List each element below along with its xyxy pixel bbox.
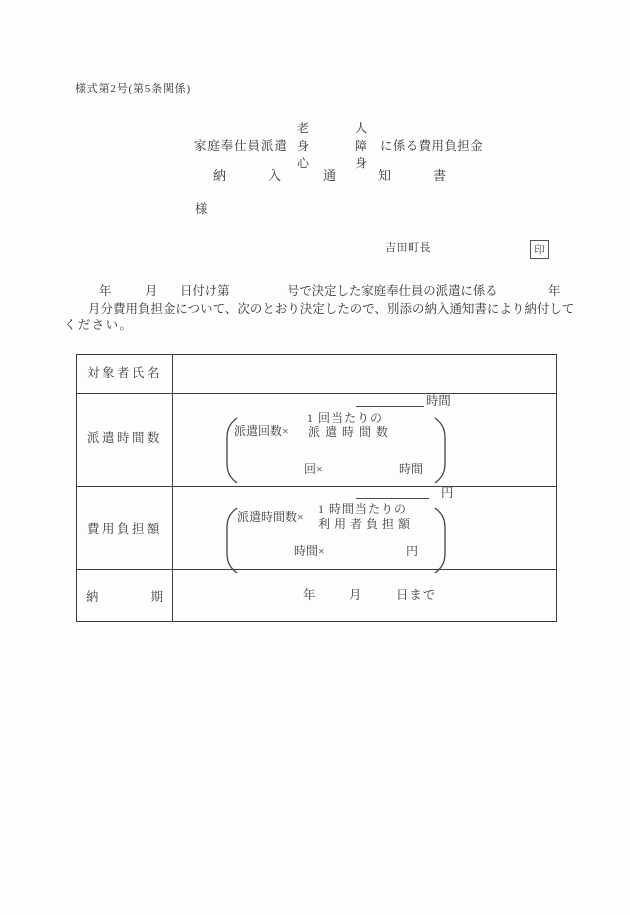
title-option-elderly-1: 老 — [297, 121, 310, 135]
document-title: 納入通知書 — [213, 168, 489, 183]
notice-table — [76, 354, 557, 622]
body-line1-year: 年 — [99, 284, 112, 298]
cost-formula-fill-right: 円 — [406, 544, 419, 558]
due-day: 日まで — [396, 588, 437, 602]
label-cost-amount: 費用負担額 — [87, 522, 162, 536]
hours-formula-fill-right: 時間 — [399, 462, 424, 476]
title-option-mental-2: 身 — [355, 156, 368, 170]
seal-mark — [530, 240, 549, 259]
hours-formula-numerator2: 派 遣 時 間 数 — [308, 425, 390, 439]
label-due-first: 納 — [86, 590, 99, 604]
cost-formula-multiplier: 派遣時間数× — [237, 510, 304, 524]
due-year: 年 — [303, 588, 316, 602]
body-line1-decision: 号で決定した家庭奉仕員の派遣に係る — [287, 284, 498, 298]
cost-total-blank-line — [356, 498, 429, 499]
column-divider — [172, 355, 173, 621]
seal-character: 印 — [534, 245, 545, 256]
hours-formula-fill-left: 回× — [304, 462, 323, 476]
body-line1-dated-no: 日付け第 — [180, 284, 230, 298]
issuer-name: 吉田町長 — [385, 242, 431, 254]
hours-formula-numerator1: 1 回当たりの — [307, 411, 384, 425]
title-option-physical-2: 障 — [355, 139, 368, 153]
label-due-last: 期 — [150, 590, 163, 604]
cost-formula-fill-left: 時間× — [294, 544, 325, 558]
cost-formula-numerator1: 1 時間当たりの — [318, 502, 408, 516]
cost-total-unit: 円 — [441, 486, 454, 500]
title-option-physical-1: 身 — [297, 139, 310, 153]
due-month: 月 — [349, 588, 362, 602]
body-line2: 月分費用負担金について、次のとおり決定したので、別添の納入通知書により納付して — [88, 302, 575, 316]
row-divider-1 — [77, 393, 556, 394]
body-line3: ください。 — [64, 318, 134, 332]
title-prefix: 家庭奉仕員派遣 — [194, 139, 288, 153]
title-option-mental-1: 心 — [297, 156, 310, 170]
body-line1-month: 月 — [145, 284, 158, 298]
big-paren-right — [434, 507, 447, 574]
form-number: 様式第2号(第5条関係) — [75, 83, 191, 95]
label-subject-name: 対象者氏名 — [87, 366, 162, 380]
title-option-elderly-2: 人 — [355, 121, 368, 135]
row-divider-2 — [77, 486, 556, 487]
label-dispatch-hours: 派遣時間数 — [87, 431, 162, 445]
hours-total-blank-line — [356, 406, 424, 407]
label-due-date — [86, 591, 163, 605]
hours-formula-multiplier: 派遣回数× — [234, 424, 289, 438]
body-line1-year2: 年 — [548, 284, 561, 298]
row-divider-3 — [77, 569, 556, 570]
addressee-honorific: 様 — [195, 202, 208, 216]
subject-name-blank-cell — [173, 355, 557, 393]
hours-total-unit: 時間 — [426, 394, 451, 408]
cost-formula-numerator2: 利 用 者 負 担 額 — [318, 517, 411, 531]
title-suffix: に係る費用負担金 — [380, 139, 484, 153]
big-paren-right — [434, 417, 447, 484]
